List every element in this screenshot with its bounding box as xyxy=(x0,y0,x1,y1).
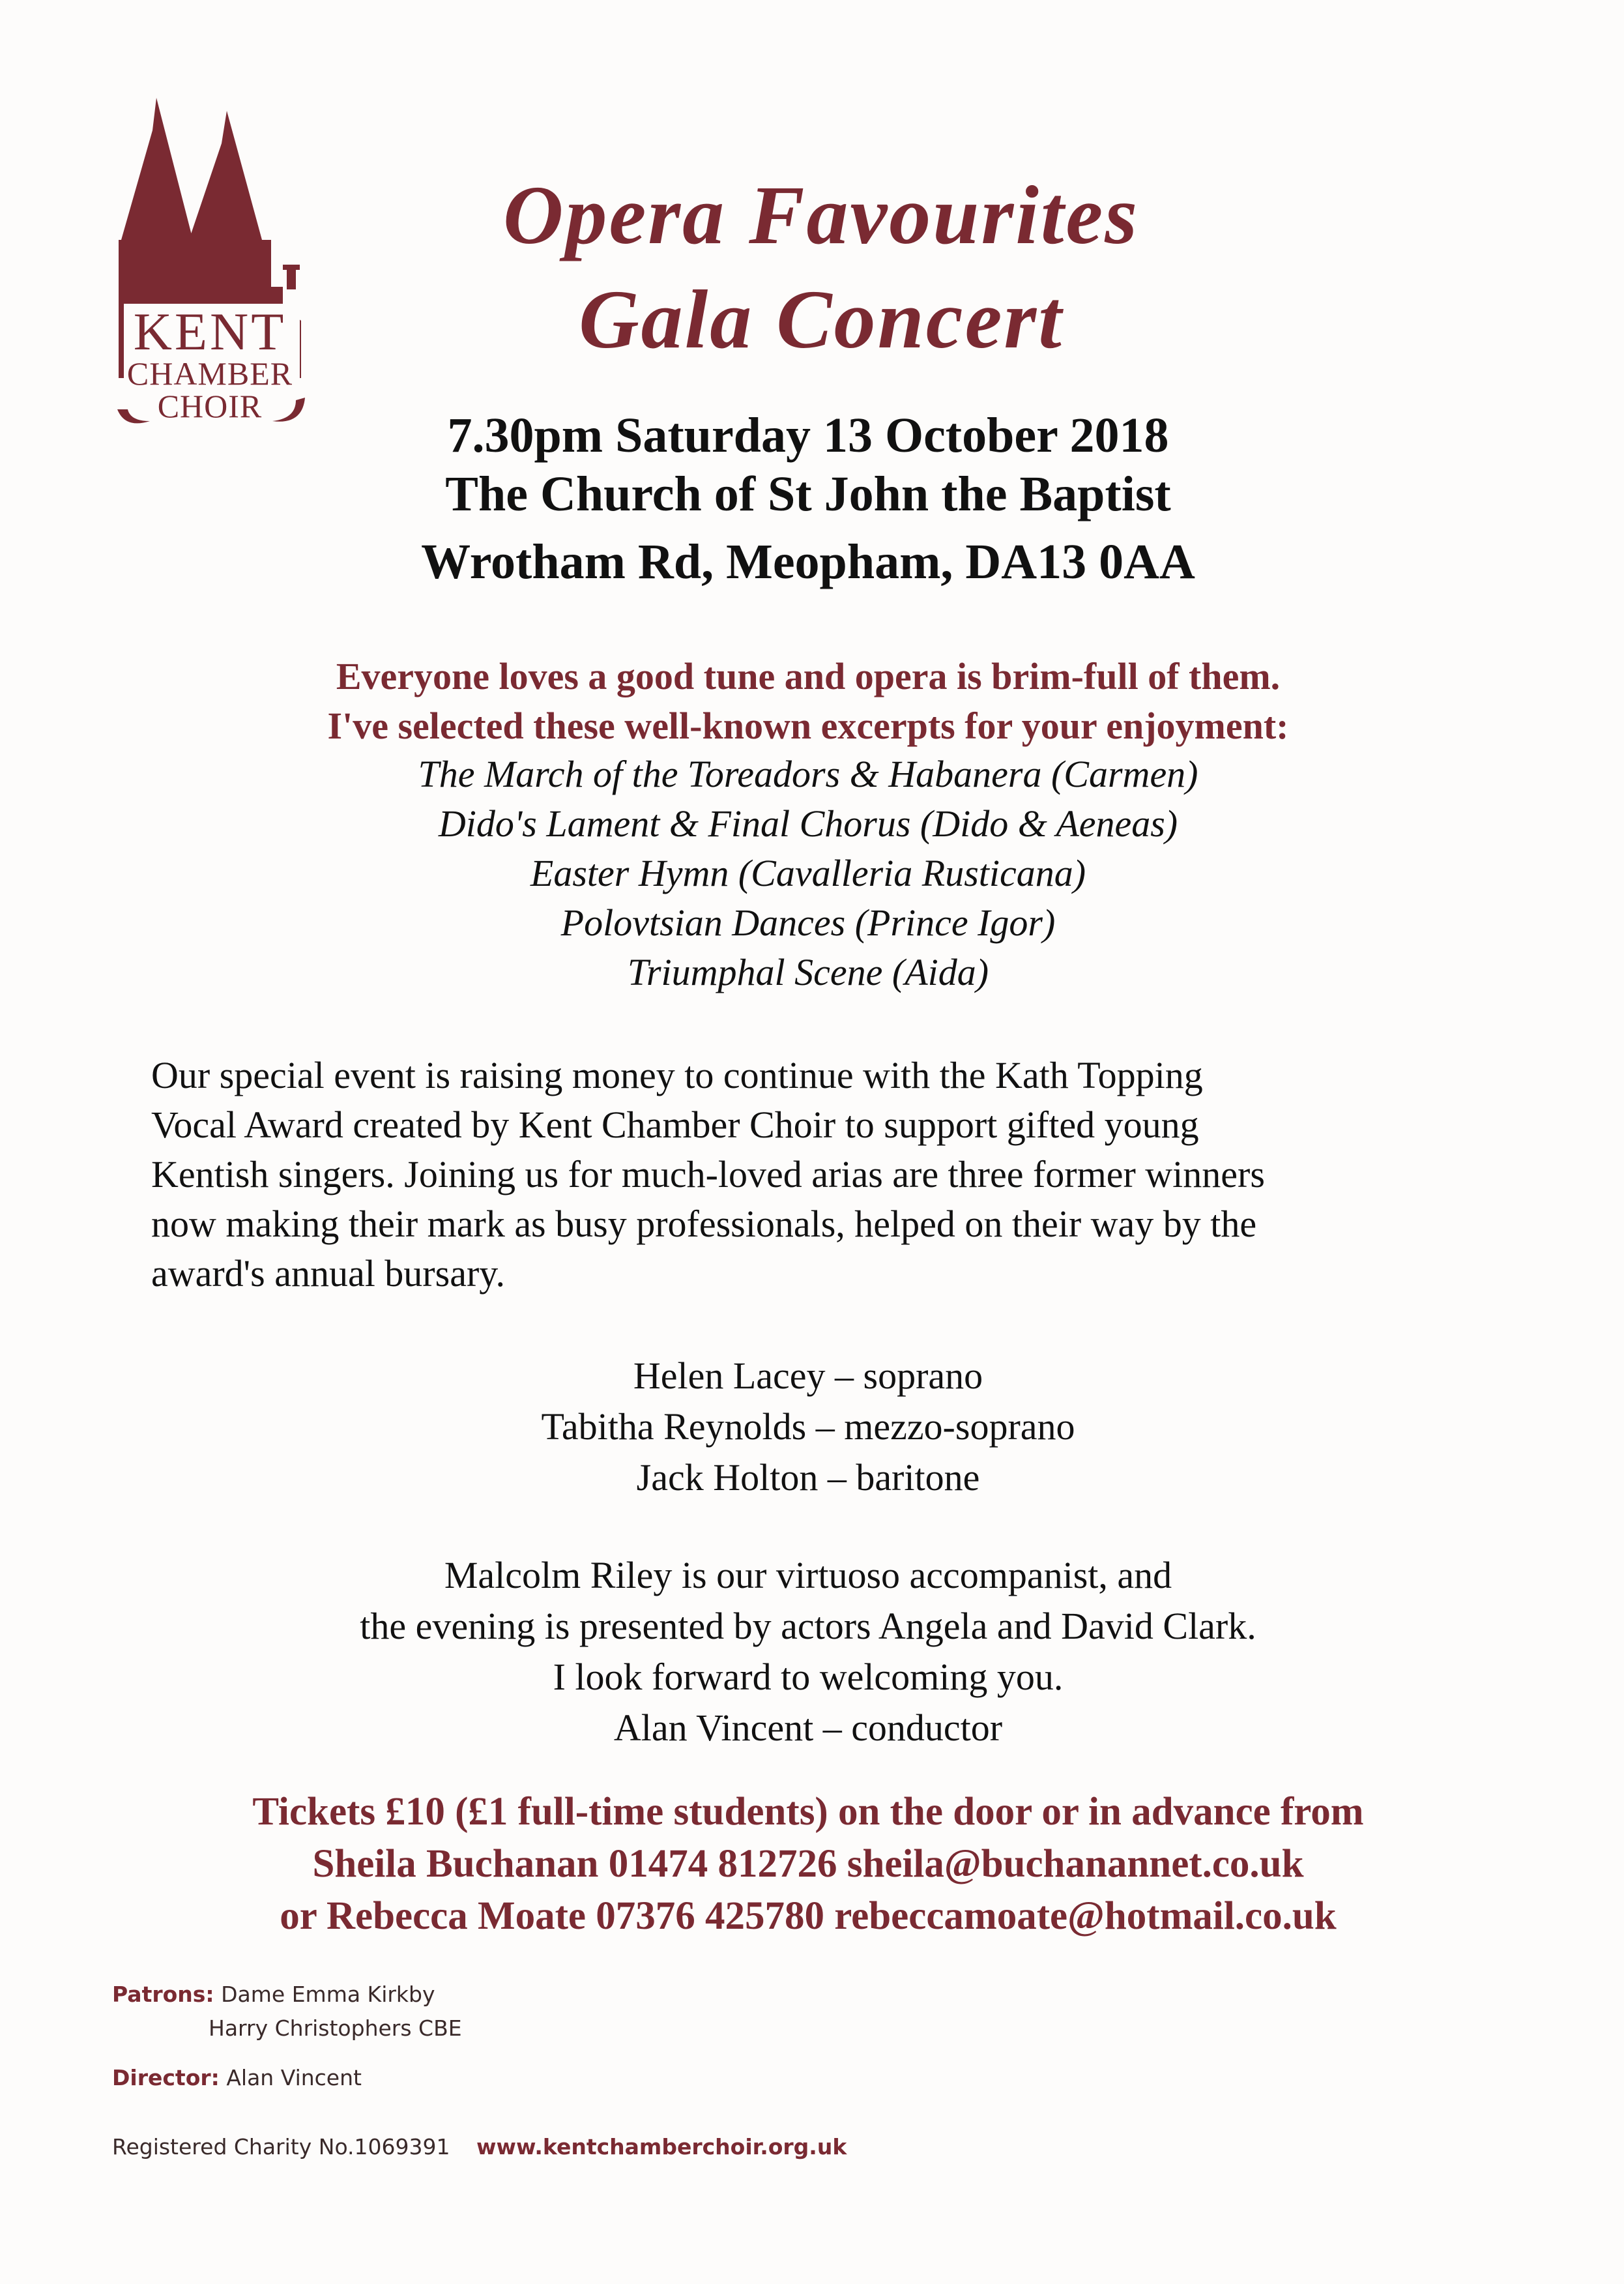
performer-item: Jack Holton – baritone xyxy=(636,1456,980,1499)
ticket-line: or Rebecca Moate 07376 425780 rebeccamoate@hotmail.co.uk xyxy=(280,1894,1337,1938)
patrons-label: Patrons: xyxy=(112,1982,214,2007)
closing-line: Alan Vincent – conductor xyxy=(613,1706,1003,1749)
closing-text xyxy=(117,1550,1499,1753)
director-block xyxy=(112,2065,362,2090)
ticket-line: Sheila Buchanan 01474 812726 sheila@buchanannet.co.uk xyxy=(312,1842,1304,1886)
charity-number: Registered Charity No.1069391 xyxy=(112,2134,450,2160)
paragraph-line: Vocal Award created by Kent Chamber Choir to support gifted young xyxy=(151,1104,1199,1146)
patrons-block xyxy=(112,1982,435,2007)
fundraising-paragraph xyxy=(151,1051,1494,1298)
paragraph-line: Our special event is raising money to continue with the Kath Topping xyxy=(151,1054,1203,1096)
excerpt-list xyxy=(117,750,1499,997)
closing-line: I look forward to welcoming you. xyxy=(553,1656,1064,1698)
logo-chamber: CHAMBER xyxy=(126,355,293,392)
logo-spire-right xyxy=(189,111,262,240)
excerpt-item: Triumphal Scene (Aida) xyxy=(627,951,989,993)
paragraph-line: award's annual bursary. xyxy=(151,1252,505,1295)
logo-kent: KENT xyxy=(133,302,287,361)
closing-line: the evening is presented by actors Angela and David Clark. xyxy=(360,1605,1256,1647)
director-label: Director: xyxy=(112,2065,220,2090)
excerpt-item: Easter Hymn (Cavalleria Rusticana) xyxy=(530,852,1086,894)
logo-chimney xyxy=(287,269,296,289)
closing-line: Malcolm Riley is our virtuoso accompanist, and xyxy=(444,1554,1172,1596)
patron-name: Harry Christophers CBE xyxy=(209,2015,462,2041)
website-link[interactable]: www.kentchamberchoir.org.uk xyxy=(476,2134,847,2160)
patron-name: Dame Emma Kirkby xyxy=(221,1982,435,2007)
logo-choir: CHOIR xyxy=(157,388,263,424)
intro-line-1: Everyone loves a good tune and opera is brim-full of them. xyxy=(336,655,1281,697)
excerpt-item: Polovtsian Dances (Prince Igor) xyxy=(560,901,1056,944)
title-line-2: Gala Concert xyxy=(579,273,1064,366)
excerpt-item: The March of the Toreadors & Habanera (Carmen) xyxy=(418,753,1198,795)
event-datetime: 7.30pm Saturday 13 October 2018 xyxy=(447,408,1169,463)
performer-item: Tabitha Reynolds – mezzo-soprano xyxy=(541,1405,1075,1448)
ticket-line: Tickets £10 (£1 full-time students) on the door or in advance from xyxy=(252,1790,1364,1834)
paragraph-line: Kentish singers. Joining us for much-loved arias are three former winners xyxy=(151,1153,1265,1195)
intro-line-2: I've selected these well-known excerpts for your enjoyment: xyxy=(327,705,1289,747)
event-address: Wrotham Rd, Meopham, DA13 0AA xyxy=(421,534,1195,589)
intro-text xyxy=(117,652,1499,751)
excerpt-item: Dido's Lament & Final Chorus (Dido & Aeneas) xyxy=(438,802,1178,845)
paragraph-line: now making their mark as busy professionals, helped on their way by the xyxy=(151,1203,1257,1245)
logo-spire-left xyxy=(121,98,193,240)
director-name: Alan Vincent xyxy=(226,2065,362,2090)
performer-list xyxy=(117,1351,1499,1503)
concert-title xyxy=(365,163,1277,372)
event-venue: The Church of St John the Baptist xyxy=(445,467,1171,521)
performer-item: Helen Lacey – soprano xyxy=(633,1354,983,1397)
charity-block xyxy=(112,2134,847,2160)
ticket-info xyxy=(85,1786,1531,1942)
kent-chamber-choir-logo xyxy=(112,91,353,437)
title-line-1: Opera Favourites xyxy=(503,169,1139,261)
